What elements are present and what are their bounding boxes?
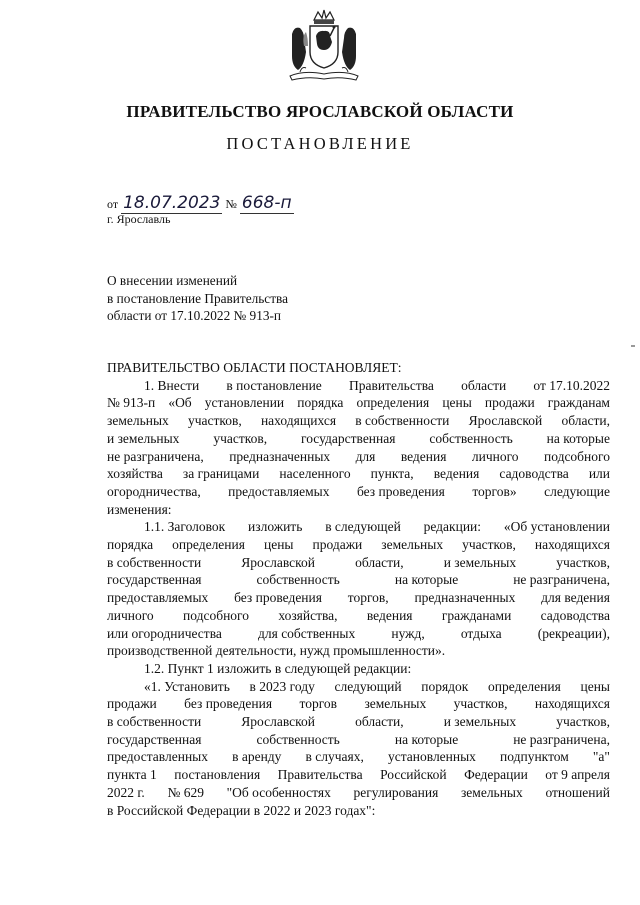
- body-word: на которые: [546, 430, 610, 446]
- body-word: и земельных: [443, 554, 517, 570]
- body-word: ПРАВИТЕЛЬСТВО ОБЛАСТИ ПОСТАНОВЛЯЕТ:: [107, 360, 402, 375]
- body-word: в аренду: [232, 749, 282, 765]
- body-line: [107, 518, 610, 536]
- body-word: установлении: [204, 395, 285, 411]
- body-word: установленных: [387, 749, 476, 765]
- body-word: регулирования: [353, 784, 439, 800]
- body-word: области: [461, 377, 507, 393]
- body-word: Ярославской: [468, 413, 543, 429]
- body-word: хозяйства,: [278, 607, 338, 623]
- body-word: в собственности: [355, 413, 450, 429]
- body-word: 1.2. Пункт 1 изложить в следующей редакции:: [144, 660, 412, 676]
- body-word: находящихся: [534, 696, 610, 712]
- body-word: участков,: [187, 413, 242, 429]
- body-line: [107, 748, 610, 766]
- body-word: «Об: [168, 395, 192, 411]
- body-word: порядка: [297, 395, 344, 411]
- body-word: находящихся: [534, 537, 610, 553]
- body-word: земельных: [364, 696, 427, 712]
- subject-line: области от 17.10.2022 № 913-п: [107, 308, 282, 324]
- body-word: изменения:: [107, 501, 172, 517]
- body-word: предоставляемых: [228, 483, 330, 499]
- body-word: в 2023 году: [249, 678, 315, 694]
- body-word: в Российской Федерации в 2022 и 2023 годах":: [107, 802, 376, 818]
- body-line: [107, 359, 610, 377]
- body-word: следующий: [334, 678, 402, 694]
- body-word: редакции:: [423, 519, 482, 535]
- body-word: Правительства: [277, 767, 363, 783]
- body-word: государственная: [301, 430, 396, 446]
- subject-block: [107, 272, 288, 325]
- body-word: продажи: [484, 395, 535, 411]
- number-prefix: №: [225, 197, 237, 211]
- body-word: (рекреации),: [537, 625, 610, 641]
- body-word: порядок: [421, 678, 469, 694]
- body-line: [107, 394, 610, 412]
- scan-mark: [631, 345, 635, 347]
- body-word: предоставленных: [107, 749, 208, 765]
- body-word: без проведения: [356, 483, 445, 499]
- body-word: населенного: [279, 466, 351, 482]
- body-word: "а": [592, 749, 610, 765]
- body-line: [107, 766, 610, 784]
- body-line: [107, 377, 610, 395]
- number-value: 668-п: [241, 193, 292, 213]
- body-word: личного: [471, 448, 519, 464]
- body-word: области,: [355, 714, 404, 730]
- body-word: садоводства: [540, 607, 610, 623]
- body-word: участков,: [213, 430, 268, 446]
- body-word: продажи: [312, 537, 363, 553]
- body-word: не разграничена,: [513, 572, 610, 588]
- body-word: 1.1. Заголовок: [144, 519, 226, 535]
- date-prefix: от: [107, 197, 119, 211]
- body-word: следующие: [544, 483, 610, 499]
- body-word: собственность: [256, 731, 340, 747]
- body-word: цены: [263, 537, 294, 553]
- body-word: в случаях,: [305, 749, 364, 765]
- body-word: постановления: [174, 767, 261, 783]
- body-word: собственность: [429, 430, 513, 446]
- body-word: Ярославской: [241, 554, 315, 570]
- body-word: Федерации: [464, 767, 528, 783]
- body-word: участков,: [556, 714, 610, 730]
- body-line: [107, 642, 610, 660]
- coat-of-arms-icon: [284, 6, 364, 86]
- body-word: от 17.10.2022: [533, 377, 610, 393]
- body-word: и земельных: [443, 714, 517, 730]
- body-word: предназначенных: [414, 590, 516, 606]
- subject-line: О внесении изменений: [107, 273, 238, 288]
- body-word: предназначенных: [229, 448, 331, 464]
- body-word: за границами: [182, 466, 260, 482]
- body-word: пункта 1: [107, 767, 157, 783]
- body-word: земельных: [381, 537, 444, 553]
- body-line: [107, 607, 610, 625]
- body-word: «1. Установить: [144, 678, 230, 694]
- body-word: находящихся: [260, 413, 337, 429]
- body-word: в собственности: [107, 714, 202, 730]
- body-word: в следующей: [325, 519, 401, 535]
- body-word: отношений: [545, 784, 610, 800]
- date-value: 18.07.2023: [123, 193, 221, 213]
- body-word: гражданам: [547, 395, 610, 411]
- body-word: подпунктом: [500, 749, 569, 765]
- body-word: Российской: [380, 767, 447, 783]
- body-line: [107, 554, 610, 572]
- body-line: [107, 501, 610, 519]
- body-word: определения: [488, 678, 561, 694]
- body-word: ведения: [366, 607, 413, 623]
- body-word: земельных: [107, 413, 169, 429]
- body-word: "Об особенностях: [226, 784, 331, 800]
- body-word: пункта,: [370, 466, 414, 482]
- body-word: Правительства: [348, 377, 434, 393]
- body-word: для: [355, 448, 376, 464]
- body-word: определения: [172, 537, 245, 553]
- body-word: подсобного: [543, 448, 610, 464]
- body-word: для собственных: [258, 625, 356, 641]
- body-word: Ярославской: [241, 714, 315, 730]
- body-word: области,: [355, 554, 404, 570]
- body-line: [107, 536, 610, 554]
- body-word: земельных: [460, 784, 523, 800]
- body-word: без проведения: [184, 696, 273, 712]
- body-line: [107, 589, 610, 607]
- body-word: цены: [580, 678, 610, 694]
- body-word: нужд,: [391, 625, 425, 641]
- city: г. Ярославль: [107, 212, 171, 226]
- body-word: участков,: [453, 696, 508, 712]
- body-line: [107, 660, 610, 678]
- body-word: участков,: [462, 537, 516, 553]
- body-line: [107, 678, 610, 696]
- body-word: ведения: [400, 448, 447, 464]
- body-word: подсобного: [183, 607, 250, 623]
- body-word: или огородничества: [107, 625, 222, 641]
- body-word: «Об установлении: [503, 519, 610, 535]
- body-word: собственность: [256, 572, 340, 588]
- body-line: [107, 465, 610, 483]
- body-word: на которые: [394, 731, 459, 747]
- body-word: 2022 г.: [107, 784, 145, 800]
- body-word: и земельных: [107, 430, 180, 446]
- body-word: на которые: [394, 572, 459, 588]
- date-number-line: [107, 193, 294, 213]
- body-line: [107, 625, 610, 643]
- body-word: изложить: [248, 519, 303, 535]
- body-word: торгов,: [347, 590, 389, 606]
- body-line: [107, 448, 610, 466]
- body-word: ведения: [433, 466, 480, 482]
- body-word: порядка: [107, 537, 154, 553]
- body-word: садоводства: [499, 466, 569, 482]
- subject-line: в постановление Правительства: [107, 290, 289, 306]
- body-word: без проведения: [234, 590, 322, 606]
- body-word: не разграничена,: [513, 731, 610, 747]
- body-line: [107, 430, 610, 448]
- body-word: продажи: [107, 696, 157, 712]
- body-word: личного: [107, 607, 154, 623]
- body-word: области,: [561, 413, 610, 429]
- body-word: участков,: [556, 554, 610, 570]
- document-type: ПОСТАНОВЛЕНИЕ: [226, 134, 414, 153]
- body-word: определения: [356, 395, 430, 411]
- body-word: 1. Внести: [144, 377, 200, 393]
- body-word: предоставляемых: [107, 590, 209, 606]
- body-word: в собственности: [107, 554, 202, 570]
- body-word: государственная: [107, 731, 202, 747]
- body-word: цены: [442, 395, 472, 411]
- body-line: [107, 802, 610, 820]
- body-word: № 913-п: [107, 395, 156, 411]
- body-word: не разграничена,: [107, 448, 204, 464]
- body-line: [107, 713, 610, 731]
- body-word: в постановление: [226, 377, 322, 393]
- body-word: отдыха: [460, 625, 502, 641]
- body-line: [107, 571, 610, 589]
- body-text: [107, 359, 610, 819]
- body-word: торгов»: [472, 483, 517, 499]
- body-line: [107, 483, 610, 501]
- body-word: хозяйства: [107, 466, 163, 482]
- government-title: ПРАВИТЕЛЬСТВО ЯРОСЛАВСКОЙ ОБЛАСТИ: [126, 102, 514, 121]
- body-word: № 629: [167, 784, 204, 800]
- body-word: или: [588, 466, 610, 482]
- body-word: производственной деятельности, нужд промышленности».: [107, 643, 446, 659]
- body-word: для ведения: [541, 590, 610, 606]
- body-word: огородничества,: [107, 483, 201, 499]
- body-line: [107, 731, 610, 749]
- body-word: гражданами: [441, 607, 512, 623]
- body-word: торгов: [299, 696, 338, 712]
- body-line: [107, 695, 610, 713]
- body-word: от 9 апреля: [545, 767, 610, 783]
- body-line: [107, 412, 610, 430]
- body-line: [107, 784, 610, 802]
- body-word: государственная: [107, 572, 202, 588]
